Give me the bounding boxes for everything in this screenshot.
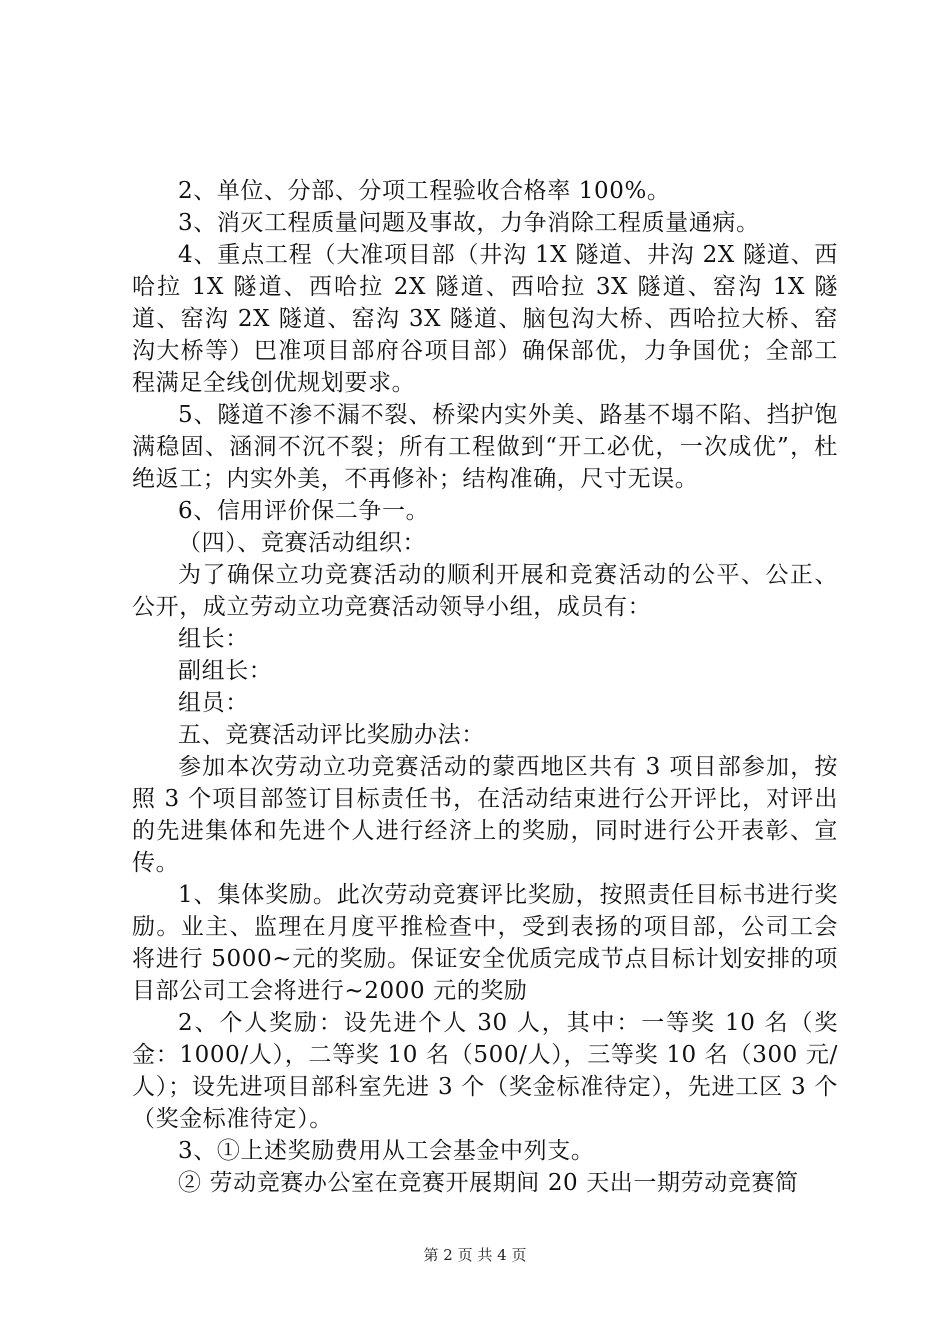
paragraph: 参加本次劳动立功竞赛活动的蒙西地区共有 3 项目部参加，按照 3 个项目部签订目标责任书，在活动结束进行公开评比，对评出的先进集体和先进个人进行经济上的奖励，同时进行公开表彰、宣传。 [132, 754, 838, 876]
paragraph: 2、单位、分部、分项工程验收合格率 100%。 [178, 178, 671, 204]
section-heading: （四）、竞赛活动组织： [178, 530, 427, 556]
paragraph: 3、①上述奖励费用从工会基金中列支。 [178, 1138, 595, 1164]
paragraph: 5、隧道不渗不漏不裂、桥梁内实外美、路基不塌不陷、挡护饱满稳固、涵洞不沉不裂；所有工程做到“开工必优，一次成优”，杜绝返工；内实外美，不再修补；结构准确，尺寸无误。 [132, 402, 838, 492]
paragraph: 为了确保立功竞赛活动的顺利开展和竞赛活动的公平、公正、公开，成立劳动立功竞赛活动领导小组，成员有： [132, 562, 838, 620]
document-body [132, 175, 838, 1199]
paragraph: 3、消灭工程质量问题及事故，力争消除工程质量通病。 [178, 210, 760, 236]
paragraph: 1、集体奖励。此次劳动竞赛评比奖励，按照责任目标书进行奖励。业主、监理在月度平推检查中，受到表扬的项目部，公司工会将进行 5000~元的奖励。保证安全优质完成节点目标计划安排的项目部公司工会将进行~2000 元的奖励 [132, 882, 838, 1004]
page-number-footer: 第 2 页 共 4 页 [423, 1246, 527, 1264]
role-label-leader: 组长： [178, 626, 249, 652]
paragraph: 6、信用评价保二争一。 [178, 498, 430, 524]
paragraph: 4、重点工程（大准项目部（井沟 1X 隧道、井沟 2X 隧道、西哈拉 1X 隧道、西哈拉 2X 隧道、西哈拉 3X 隧道、窑沟 1X 隧道、窑沟 2X 隧道、窑沟 3X 隧道、脑包沟大桥、西哈拉大桥、窑沟大桥等）巴准项目部府谷项目部）确保部优，力争国优；全部工程满足全线创优规划要求。 [132, 242, 838, 396]
section-heading: 五、竞赛活动评比奖励办法： [178, 722, 485, 748]
paragraph: ② 劳动竞赛办公室在竞赛开展期间 20 天出一期劳动竞赛简 [178, 1170, 799, 1196]
paragraph: 2、个人奖励：设先进个人 30 人，其中：一等奖 10 名（奖金：1000/人），二等奖 10 名（500/人），三等奖 10 名（300 元/人）；设先进项目部科室先进 3 个（奖金标准待定），先进工区 3 个（奖金标准待定）。 [132, 1010, 838, 1132]
role-label-member: 组员： [178, 690, 249, 716]
role-label-deputy: 副组长： [178, 658, 273, 684]
